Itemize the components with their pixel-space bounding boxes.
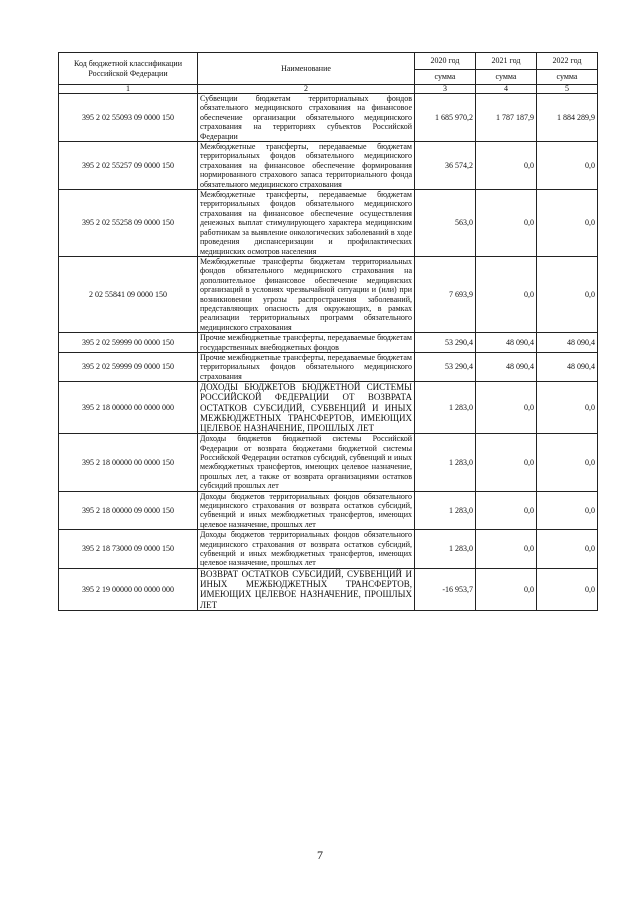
row-value-2022: 0,0	[537, 434, 598, 491]
table-row	[59, 491, 598, 530]
row-name: Прочие межбюджетные трансферты, передаваемые бюджетам государственных внебюджетных фондов	[198, 333, 415, 353]
row-value-2020: 36 574,2	[415, 142, 476, 190]
row-code: 395 2 02 59999 09 0000 150	[59, 352, 198, 381]
row-name: Межбюджетные трансферты, передаваемые бюджетам территориальных фондов обязательного медицинского страхования на финансовое обеспечение формирования нормированного страхового запаса территориального фонда обязательного медицинского страхования	[198, 142, 415, 190]
header-row-years	[59, 53, 598, 70]
row-code: 395 2 18 00000 00 0000 150	[59, 434, 198, 491]
row-name: ДОХОДЫ БЮДЖЕТОВ БЮДЖЕТНОЙ СИСТЕМЫ РОССИЙСКОЙ ФЕДЕРАЦИИ ОТ ВОЗВРАТА ОСТАТКОВ СУБСИДИЙ, СУБВЕНЦИЙ И ИНЫХ МЕЖБЮДЖЕТНЫХ ТРАНСФЕРТОВ, ИМЕЮЩИХ ЦЕЛЕВОЕ НАЗНАЧЕНИЕ, ПРОШЛЫХ ЛЕТ	[198, 382, 415, 434]
row-value-2020: 1 283,0	[415, 530, 476, 569]
header-row-col-numbers	[59, 85, 598, 94]
row-value-2020: 1 685 970,2	[415, 94, 476, 142]
header-year-2022: 2022 год	[537, 53, 598, 70]
row-value-2020: 53 290,4	[415, 333, 476, 353]
table-row	[59, 382, 598, 434]
row-value-2022: 0,0	[537, 142, 598, 190]
row-value-2020: 1 283,0	[415, 491, 476, 530]
row-code: 395 2 02 55258 09 0000 150	[59, 190, 198, 257]
row-code: 395 2 02 55257 09 0000 150	[59, 142, 198, 190]
row-name: Прочие межбюджетные трансферты, передаваемые бюджетам территориальных фондов обязательного медицинского страхования	[198, 352, 415, 381]
table-row	[59, 434, 598, 491]
header-sum-2020: сумма	[415, 70, 476, 85]
row-value-2021: 48 090,4	[476, 352, 537, 381]
row-name: Доходы бюджетов бюджетной системы Российской Федерации от возврата бюджетами бюджетной системы Российской Федерации остатков субсидий, субвенций и иных межбюджетных трансфертов, имеющих целевое назначение, прошлых лет, а также от возврата организациями остатков субсидий прошлых лет	[198, 434, 415, 491]
row-value-2021: 0,0	[476, 382, 537, 434]
row-name: Межбюджетные трансферты, передаваемые бюджетам территориальных фондов обязательного медицинского страхования на финансовое обеспечение осуществления денежных выплат стимулирующего характера медицинским работникам за выявление онкологических заболеваний в ходе проведения диспансеризации и профилактических медицинских осмотров населения	[198, 190, 415, 257]
row-code: 395 2 02 55093 09 0000 150	[59, 94, 198, 142]
row-value-2021: 0,0	[476, 568, 537, 610]
row-value-2022: 1 884 289,9	[537, 94, 598, 142]
row-value-2021: 0,0	[476, 434, 537, 491]
row-value-2022: 0,0	[537, 530, 598, 569]
col-number-3: 3	[415, 85, 476, 94]
row-value-2022: 0,0	[537, 256, 598, 332]
row-value-2021: 1 787 187,9	[476, 94, 537, 142]
row-code: 395 2 19 00000 00 0000 000	[59, 568, 198, 610]
header-year-2021: 2021 год	[476, 53, 537, 70]
row-name: Доходы бюджетов территориальных фондов обязательного медицинского страхования от возврата остатков субсидий, субвенций и иных межбюджетных трансфертов, имеющих целевое назначение, прошлых лет	[198, 530, 415, 569]
col-number-2: 2	[198, 85, 415, 94]
header-year-2020: 2020 год	[415, 53, 476, 70]
row-code: 395 2 02 59999 00 0000 150	[59, 333, 198, 353]
row-code: 395 2 18 00000 09 0000 150	[59, 491, 198, 530]
row-value-2022: 0,0	[537, 382, 598, 434]
row-value-2022: 0,0	[537, 491, 598, 530]
row-value-2021: 0,0	[476, 190, 537, 257]
row-name: Межбюджетные трансферты бюджетам территориальных фондов обязательного медицинского страхования на дополнительное финансовое обеспечение медицинских организаций в условиях чрезвычайной ситуации и (или) при возникновении угрозы распространения заболеваний, представляющих опасность для окружающих, в рамках реализации территориальных программ обязательного медицинского страхования	[198, 256, 415, 332]
row-value-2021: 48 090,4	[476, 333, 537, 353]
header-code: Код бюджетной классификации Российской Федерации	[59, 53, 198, 85]
row-code: 395 2 18 00000 00 0000 000	[59, 382, 198, 434]
row-value-2022: 0,0	[537, 190, 598, 257]
row-value-2020: 7 693,9	[415, 256, 476, 332]
row-value-2020: 1 283,0	[415, 434, 476, 491]
row-name: ВОЗВРАТ ОСТАТКОВ СУБСИДИЙ, СУБВЕНЦИЙ И ИНЫХ МЕЖБЮДЖЕТНЫХ ТРАНСФЕРТОВ, ИМЕЮЩИХ ЦЕЛЕВОЕ НАЗНАЧЕНИЕ, ПРОШЛЫХ ЛЕТ	[198, 568, 415, 610]
row-name: Субвенции бюджетам территориальных фондов обязательного медицинского страхования на финансовое обеспечение организации обязательного медицинского страхования на территориях субъектов Российской Федерации	[198, 94, 415, 142]
row-value-2022: 48 090,4	[537, 333, 598, 353]
table-row	[59, 190, 598, 257]
header-sum-2022: сумма	[537, 70, 598, 85]
budget-table	[58, 52, 598, 611]
row-value-2020: -16 953,7	[415, 568, 476, 610]
row-value-2022: 0,0	[537, 568, 598, 610]
table-row	[59, 333, 598, 353]
row-value-2021: 0,0	[476, 256, 537, 332]
row-value-2020: 53 290,4	[415, 352, 476, 381]
col-number-1: 1	[59, 85, 198, 94]
table-row	[59, 568, 598, 610]
col-number-4: 4	[476, 85, 537, 94]
row-value-2021: 0,0	[476, 530, 537, 569]
table-row	[59, 256, 598, 332]
table-row	[59, 94, 598, 142]
row-value-2020: 563,0	[415, 190, 476, 257]
row-value-2022: 48 090,4	[537, 352, 598, 381]
row-value-2021: 0,0	[476, 491, 537, 530]
table-row	[59, 530, 598, 569]
row-value-2021: 0,0	[476, 142, 537, 190]
row-value-2020: 1 283,0	[415, 382, 476, 434]
row-code: 395 2 18 73000 09 0000 150	[59, 530, 198, 569]
row-code: 2 02 55841 09 0000 150	[59, 256, 198, 332]
col-number-5: 5	[537, 85, 598, 94]
row-name: Доходы бюджетов территориальных фондов обязательного медицинского страхования от возврата остатков субсидий, субвенций и иных межбюджетных трансфертов, имеющих целевое назначение, прошлых лет	[198, 491, 415, 530]
header-sum-2021: сумма	[476, 70, 537, 85]
table-row	[59, 352, 598, 381]
page-number: 7	[317, 848, 323, 862]
header-name: Наименование	[198, 53, 415, 85]
table-row	[59, 142, 598, 190]
